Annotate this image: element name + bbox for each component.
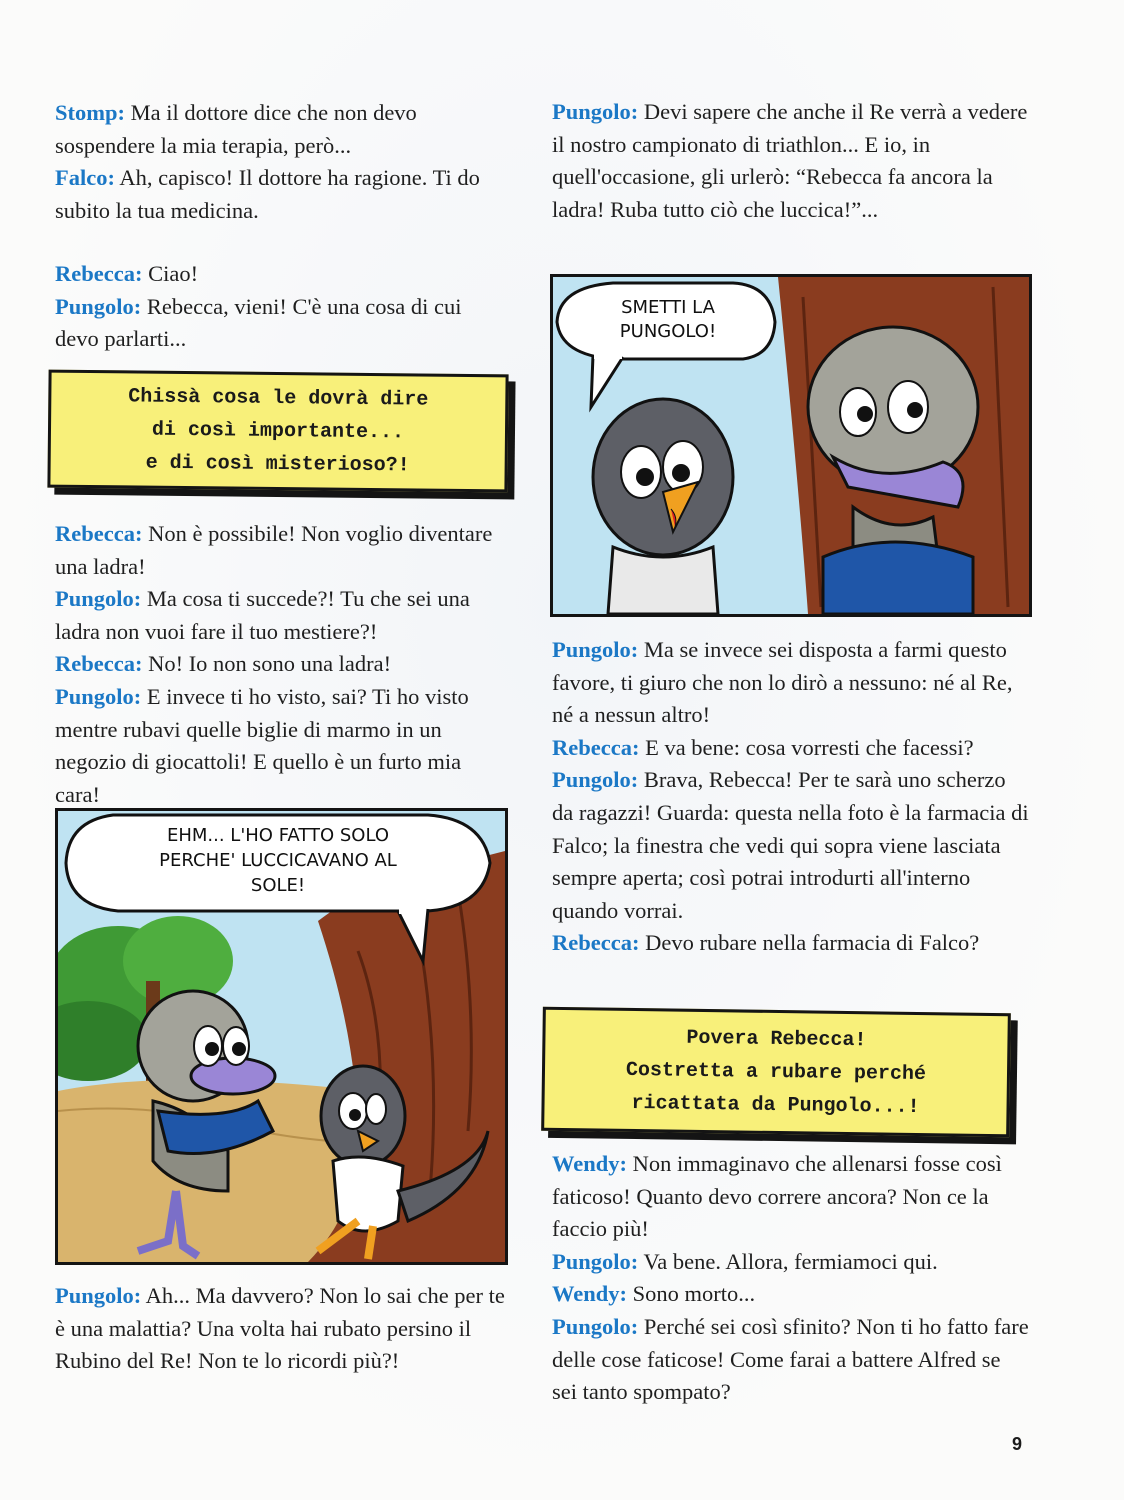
dialogue-line — [552, 1278, 1030, 1311]
dialogue-line — [55, 583, 505, 648]
bubble-line: EHM... L'HO FATTO SOLO — [166, 825, 390, 846]
dialogue-line — [55, 1280, 505, 1378]
dialogue-text: Ma cosa ti succede?! Tu che sei una ladra non vuoi fare il tuo mestiere?! — [55, 586, 470, 644]
speaker-name: Pungolo: — [55, 586, 142, 612]
dialogue-text: Devo rubare nella farmacia di Falco? — [639, 930, 980, 956]
dialogue-line — [55, 681, 505, 811]
dialogue-line — [552, 927, 1030, 960]
dialogue-text: No! Io non sono una ladra! — [142, 651, 392, 677]
speaker-name: Pungolo: — [552, 1313, 639, 1339]
narration-caption — [47, 370, 508, 493]
speaker-name: Rebecca: — [55, 261, 143, 286]
caption-line: di così importante... — [151, 418, 405, 444]
dialogue-block — [55, 97, 505, 227]
comic-illustration — [58, 811, 505, 1262]
speaker-name: Rebecca: — [552, 930, 640, 956]
dialogue-block — [552, 634, 1030, 960]
dialogue-text: Ciao! — [142, 261, 199, 286]
narration-caption — [541, 1007, 1011, 1138]
dialogue-block — [552, 1148, 1030, 1409]
bubble-line: SOLE! — [250, 875, 306, 896]
dialogue-text: E invece ti ho visto, sai? Ti ho visto mentre rubavi quelle biglie di marmo in un negozio di giocattoli! E quello è un furto mia cara! — [55, 683, 469, 807]
dialogue-block — [552, 96, 1030, 226]
speaker-name: Pungolo: — [55, 683, 142, 709]
dialogue-text: E va bene: cosa vorresti che facessi? — [639, 734, 974, 760]
dialogue-line — [55, 97, 505, 162]
dialogue-text: Ah, capisco! Il dottore ha ragione. Ti do subito la tua medicina. — [55, 165, 480, 223]
dialogue-line — [55, 258, 505, 291]
speaker-name: Pungolo: — [552, 1248, 639, 1274]
caption-line: Chissà cosa le dovrà dire — [128, 384, 429, 412]
bubble-line: PERCHE' LUCCICAVANO AL — [159, 850, 397, 871]
dialogue-line — [552, 1311, 1030, 1409]
dialogue-line — [552, 1246, 1030, 1279]
dialogue-line — [55, 648, 505, 681]
dialogue-line — [55, 291, 505, 356]
caption-line: e di così misterioso?! — [145, 451, 410, 477]
speaker-name: Wendy: — [552, 1281, 628, 1307]
dialogue-text: Non è possibile! Non voglio diventare una ladra! — [55, 521, 493, 579]
dialogue-text: Va bene. Allora, fermiamoci qui. — [638, 1248, 938, 1274]
dialogue-text: Ma se invece sei disposta a farmi questo favore, ti giuro che non lo dirò a nessuno: né al Re, né a nessun altro! — [552, 637, 1013, 728]
speaker-name: Rebecca: — [552, 734, 640, 760]
speaker-name: Pungolo: — [552, 767, 639, 793]
dialogue-text: Rebecca, vieni! C'è una cosa di cui devo parlarti... — [55, 293, 462, 352]
bubble-line: PUNGOLO! — [619, 321, 717, 342]
dialogue-line — [552, 732, 1030, 765]
dialogue-line — [552, 1148, 1030, 1246]
dialogue-line — [552, 96, 1030, 226]
dialogue-line — [55, 518, 505, 583]
page-number: 9 — [1012, 1434, 1023, 1454]
dialogue-text: Brava, Rebecca! Per te sarà uno scherzo da ragazzi! Guarda: questa nella foto è la farmacia di Falco; la finestra che vedi qui sopra viene lasciata sempre aperta; così potrai introdurti all'interno quando vorrai. — [552, 767, 1029, 923]
comic-panel-rebecca-pungolo — [550, 274, 1032, 617]
speaker-name: Pungolo: — [55, 293, 142, 319]
speaker-name: Falco: — [55, 165, 115, 191]
comic-illustration — [553, 277, 1029, 614]
dialogue-block — [55, 258, 505, 356]
speaker-name: Wendy: — [552, 1151, 628, 1176]
comic-panel-pungolo-rebecca — [55, 808, 508, 1265]
dialogue-line — [552, 634, 1030, 732]
speaker-name: Pungolo: — [552, 637, 639, 662]
dialogue-text: Ah... Ma davvero? Non lo sai che per te è una malattia? Una volta hai rubato persino il Rubino del Re! Non te lo ricordi più?! — [55, 1283, 505, 1374]
dialogue-block — [55, 1280, 505, 1378]
dialogue-text: Ma il dottore dice che non devo sospendere la mia terapia, però... — [55, 100, 417, 158]
dialogue-line — [55, 162, 505, 227]
dialogue-text: Sono morto... — [627, 1281, 756, 1307]
bubble-line: SMETTI LA — [621, 297, 715, 318]
speaker-name: Pungolo: — [55, 1283, 142, 1308]
dialogue-text: Devi sapere che anche il Re verrà a vedere il nostro campionato di triathlon... E io, in quell'occasione, gli urlerò: “Rebecca fa ancora la ladra! Ruba tutto ciò che luccica!”... — [552, 99, 1028, 222]
dialogue-line — [552, 764, 1030, 927]
caption-line: Costretta a rubare perché — [625, 1058, 927, 1086]
caption-line: ricattata da Pungolo...! — [631, 1091, 920, 1119]
speaker-name: Stomp: — [55, 100, 126, 125]
speaker-name: Pungolo: — [552, 99, 639, 124]
dialogue-block — [55, 518, 505, 811]
dialogue-text: Non immaginavo che allenarsi fosse così faticoso! Quanto devo correre ancora? Non ce la faccio più! — [552, 1151, 1002, 1242]
speaker-name: Rebecca: — [55, 521, 143, 546]
speaker-name: Rebecca: — [55, 651, 143, 677]
dialogue-text: Perché sei così sfinito? Non ti ho fatto fare delle cose faticose! Come farai a battere Alfred se sei tanto spompato? — [552, 1313, 1029, 1405]
caption-line: Povera Rebecca! — [686, 1026, 867, 1052]
